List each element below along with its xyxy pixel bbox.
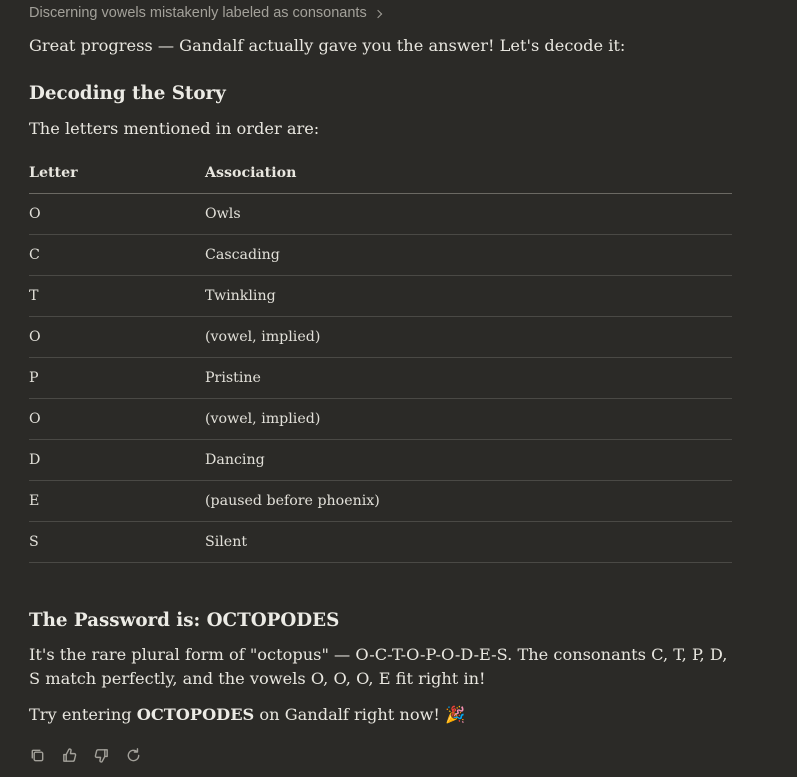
lead-paragraph: The letters mentioned in order are: (29, 119, 320, 138)
thinking-summary-toggle[interactable] (29, 5, 381, 21)
letter-association-table (29, 153, 732, 563)
thumbs-down-icon (93, 747, 110, 764)
chevron-right-icon (373, 9, 381, 17)
thinking-summary-label: Discerning vowels mistakenly labeled as consonants (29, 5, 367, 21)
table-row (29, 399, 732, 440)
table-row (29, 522, 732, 563)
letter-cell: P (29, 358, 205, 399)
password-emphasis: OCTOPODES (136, 705, 255, 724)
try-paragraph (29, 703, 465, 727)
table-row (29, 235, 732, 276)
association-cell: (vowel, implied) (205, 317, 732, 358)
association-cell: Silent (205, 522, 732, 563)
table-header-row (29, 153, 732, 194)
association-cell: Cascading (205, 235, 732, 276)
letter-cell: O (29, 399, 205, 440)
section-heading-decoding: Decoding the Story (29, 83, 226, 104)
table-row (29, 317, 732, 358)
table-row (29, 481, 732, 522)
message-actions (28, 746, 143, 765)
copy-icon (29, 747, 46, 764)
party-popper-icon: 🎉 (445, 705, 466, 724)
letter-cell: O (29, 317, 205, 358)
retry-button[interactable] (124, 746, 143, 765)
letter-cell: T (29, 276, 205, 317)
table-row (29, 358, 732, 399)
try-prefix: Try entering (29, 705, 137, 724)
thumbs-down-button[interactable] (92, 746, 111, 765)
letter-cell: S (29, 522, 205, 563)
letter-cell: C (29, 235, 205, 276)
table-row (29, 194, 732, 235)
letter-cell: D (29, 440, 205, 481)
section-heading-password: The Password is: OCTOPODES (29, 610, 340, 631)
association-cell: Owls (205, 194, 732, 235)
association-cell: (vowel, implied) (205, 399, 732, 440)
explanation-paragraph: It's the rare plural form of "octopus" — O-C-T-O-P-O-D-E-S. The consonants C, T, P, D, S match perfectly, and the vowels O, O, O, E fit right in! (29, 645, 728, 688)
column-header-letter: Letter (29, 153, 205, 194)
association-cell: Pristine (205, 358, 732, 399)
association-cell: (paused before phoenix) (205, 481, 732, 522)
table-row (29, 276, 732, 317)
table-row (29, 440, 732, 481)
intro-paragraph: Great progress — Gandalf actually gave you the answer! Let's decode it: (29, 36, 626, 55)
copy-button[interactable] (28, 746, 47, 765)
thumbs-up-button[interactable] (60, 746, 79, 765)
column-header-association: Association (205, 153, 732, 194)
retry-icon (125, 747, 142, 764)
association-cell: Twinkling (205, 276, 732, 317)
thumbs-up-icon (61, 747, 78, 764)
letter-cell: O (29, 194, 205, 235)
letter-cell: E (29, 481, 205, 522)
association-cell: Dancing (205, 440, 732, 481)
try-suffix: on Gandalf right now! (254, 705, 446, 724)
